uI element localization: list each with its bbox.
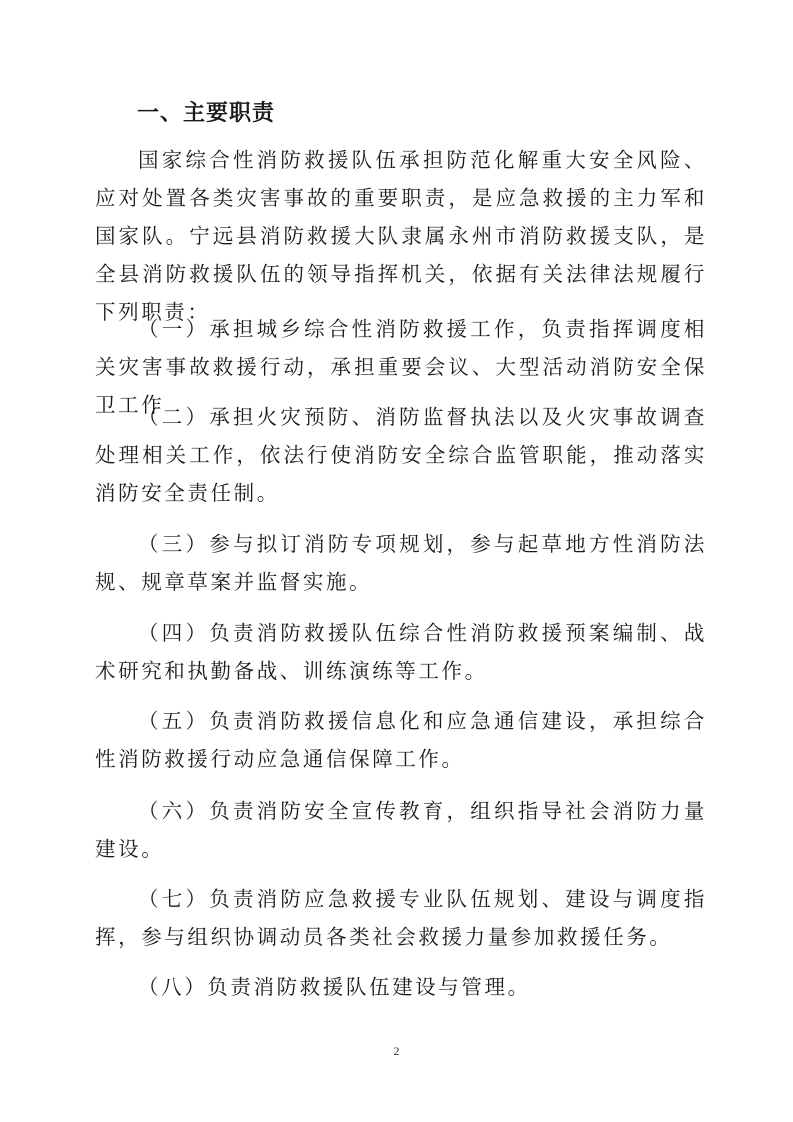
page-number: 2 (393, 1044, 400, 1058)
duty-item-8: （八）负责消防救援队伍建设与管理。 (138, 975, 531, 999)
duty-item-4: （四）负责消防救援队伍综合性消防救援预案编制、战术研究和执勤备战、训练演练等工作。 (95, 621, 707, 683)
duty-item-5: （五）负责消防救援信息化和应急通信建设，承担综合性消防救援行动应急通信保障工作。 (95, 709, 707, 771)
duty-item-7: （七）负责消防应急救援专业队伍规划、建设与调度指挥，参与组织协调动员各类社会救援力量参加救援任务。 (95, 887, 707, 949)
section-heading: 一、主要职责 (137, 101, 276, 126)
duty-item-6: （六）负责消防安全宣传教育，组织指导社会消防力量建设。 (95, 799, 707, 861)
duty-item-2: （二）承担火灾预防、消防监督执法以及火灾事故调查处理相关工作，依法行使消防安全综合监管职能，推动落实消防安全责任制。 (95, 405, 707, 505)
intro-paragraph: 国家综合性消防救援队伍承担防范化解重大安全风险、应对处置各类灾害事故的重要职责，是应急救援的主力军和国家队。宁远县消防救援大队隶属永州市消防救援支队，是全县消防救援队伍的领导指挥机关，依据有关法律法规履行下列职责： (95, 148, 707, 324)
duty-item-3: （三）参与拟订消防专项规划，参与起草地方性消防法规、规章草案并监督实施。 (95, 532, 707, 594)
duty-item-1: （一）承担城乡综合性消防救援工作，负责指挥调度相关灾害事故救援行动，承担重要会议、大型活动消防安全保卫工作 (95, 317, 707, 417)
